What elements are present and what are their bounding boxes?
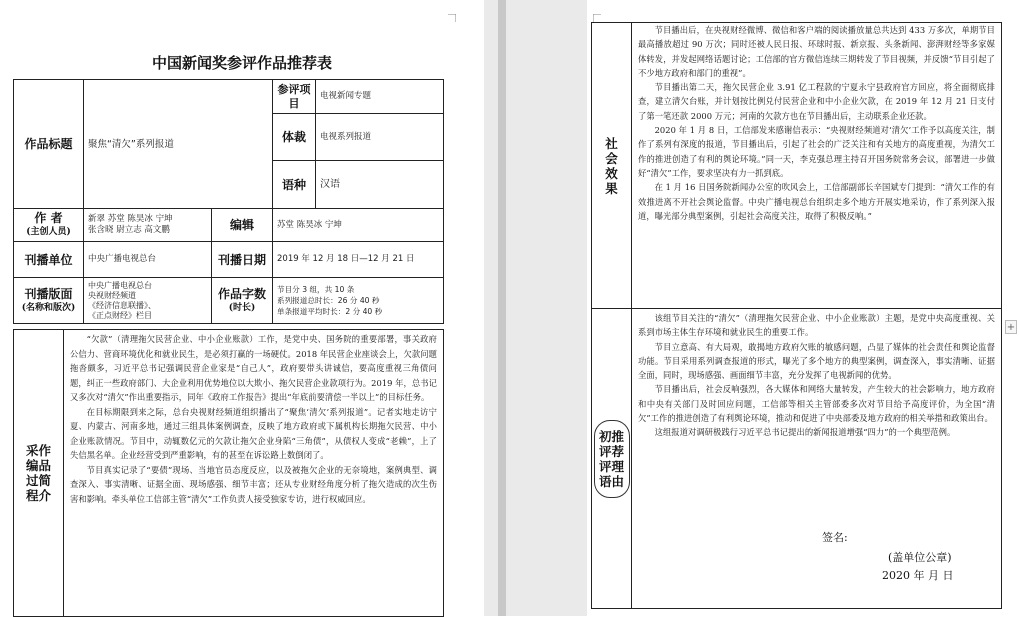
author-label-cell	[14, 209, 84, 242]
process-content	[64, 330, 444, 617]
editor-label: 编辑	[212, 209, 273, 242]
effect-content	[632, 23, 1002, 309]
review-content	[632, 309, 1002, 609]
length-line-1: 节目分 3 组，共 10 条	[277, 285, 355, 294]
length-label-cell	[212, 278, 273, 324]
process-paragraph-1: “欠款”（清理拖欠民营企业、中小企业账款）工作，是党中央、国务院的重要部署，事关政府公信力、营商环境优化和就业民生，是必须打赢的一场硬仗。2018 年民营企业座谈会上，欠款问题拖沓颇多，习近平总书记强调民营企业家是“自己人”，政府要带头讲诚信，要高度重视三角债问题，纠正一些政府部门、大企业利用优势地位以大欺小、拖欠民营企业款项行为。2019 年，总书记又多次对“清欠”作出重要指示，同年《政府工作报告》提出“年底前要清偿一半以上”的目标任务。	[70, 334, 437, 402]
effect-and-review-table	[591, 22, 1002, 609]
length-value	[273, 278, 444, 324]
author-label: 作 者	[34, 211, 63, 225]
length-line-2: 系列报道总时长：26 分 40 秒	[277, 296, 380, 305]
process-paragraph-3: 节目真实记录了“要债”现场、当地官员态度反应，以及被拖欠企业的无奈境地，案例典型、调查深入、事实清晰、证据全面、现场感强、细节丰富；还从专业财经角度分析了拖欠造成的次生伤害和影响。牵头单位工信部主管“清欠”工作负责人接受独家专访，进行权威回应。	[70, 464, 437, 504]
crop-mark-icon	[593, 14, 601, 22]
crop-mark-icon	[448, 14, 456, 22]
process-label-cell	[14, 330, 64, 617]
language-label: 语种	[273, 161, 316, 209]
process-label: 采作编品过简程介	[25, 443, 51, 503]
layout-line-2: 央视财经频道	[88, 290, 136, 300]
work-title-value: 聚焦“清欠”系列报道	[84, 80, 273, 209]
process-section	[13, 329, 444, 617]
length-line-3: 单条报道平均时长：2 分 40 秒	[277, 307, 383, 316]
unit-label: 刊播单位	[14, 242, 84, 278]
author-sub-label: (主创人员)	[26, 227, 71, 237]
review-label: 初推评荐评理语由	[598, 428, 624, 489]
author-value	[84, 209, 212, 242]
unit-value: 中央广播电视总台	[84, 242, 212, 278]
entry-item-label: 参评项目	[273, 80, 316, 114]
layout-line-4: 《正点财经》栏目	[88, 310, 152, 320]
length-label: 作品字数	[217, 286, 266, 301]
signature-label: 签名:	[822, 531, 848, 544]
work-title-label: 作品标题	[14, 80, 84, 209]
author-line-2: 张含晓 尉立志 高文鹏	[88, 225, 170, 235]
effect-paragraph-2: 节目播出第二天，拖欠民营企业 3.91 亿工程款的宁夏永宁县政府官方回应，将全面彻底排查，建立清欠台账，并计划按比例兑付民营企业和中小企业欠款，在 2019 年 12 月 21 日支付了第一笔还款 2000 万元；河南的欠款方也在节目播出后，主动联系企业还款。	[638, 82, 995, 121]
process-paragraph-2: 在目标期限到来之际，总台央视财经频道组织播出了“聚焦‘清欠’系列报道”。记者实地走访宁夏、内蒙古、河南多地，通过三组具体案例调查，反映了地方政府或下属机构长期拖欠民营、中小企业账款情况。节目中，动辄数亿元的欠款让拖欠企业身陷“三角债”，从债权人变成“老赖”，上了失信黑名单。企业经营受到严重影响，有的甚至在诉讼路上数倒闭了。	[70, 406, 437, 460]
author-line-1: 新翠 苏堂 陈昊冰 宁坤	[88, 214, 173, 224]
page-gap	[484, 0, 587, 616]
seal-label: (盖单位公章)	[888, 551, 952, 564]
date-line: 2020 年 月 日	[882, 569, 954, 582]
layout-value	[84, 278, 212, 324]
document-title: 中国新闻奖参评作品推荐表	[151, 54, 332, 72]
review-paragraph-2: 节目立意高、有大局观，敢揭地方政府欠账的敏感问题，凸显了媒体的社会责任和舆论监督功能。节目采用系列调查报道的形式，曝光了多个地方的典型案例，调查深入，事实清晰、证据全面，同时，现场感强、画面细节丰富，充分发挥了电视新闻的优势。	[638, 341, 995, 381]
expand-panel-button[interactable]: +	[1006, 322, 1016, 333]
review-label-cell	[592, 309, 632, 609]
date-label: 刊播日期	[212, 242, 273, 278]
review-paragraph-3: 节目播出后，社会反响强烈，各大媒体和网络大量转发，产生较大的社会影响力，地方政府和中央有关部门及时回应问题，工信部等相关主管部委多次对节目给予高度评价，为全国“清欠”工作的推进创造了有利舆论环境，推动和促进了中央部委及地方政府的相关举措和政策出台。	[638, 384, 995, 424]
review-label-frame	[594, 420, 630, 498]
layout-sub-label: (名称和版次)	[21, 302, 76, 313]
recommendation-form-table	[13, 79, 444, 324]
date-value: 2019 年 12 月 18 日—12 月 21 日	[273, 242, 444, 278]
layout-label-cell	[14, 278, 84, 324]
genre-value: 电视系列报道	[316, 114, 444, 161]
genre-label: 体裁	[273, 114, 316, 161]
effect-paragraph-3: 2020 年 1 月 8 日，工信部发来感谢信表示：“央视财经频道对‘清欠’工作予以高度关注，制作了系列有深度的报道，节目播出后，引起了社会的广泛关注和有关地方的高度重视，为清欠工作的推进创造了有利的舆论环境。”同一天，李克强总理主持召开国务院常务会议，部署进一步做好“清欠”工作，要求坚决有力一抓到底。	[638, 125, 995, 178]
vertical-scrollbar[interactable]	[498, 0, 506, 616]
language-value: 汉语	[316, 161, 444, 209]
effect-paragraph-4: 在 1 月 16 日国务院新闻办公室的吹风会上，工信部副部长辛国斌专门提到：“清欠工作的有效推进离不开社会舆论监督。中央广播电视总台组织走多个地方开展实地采访，作了系列深入报道，曝光部分典型案例，引起社会高度关注，取得了积极反响。”	[638, 182, 995, 221]
review-paragraph-4: 这组报道对调研极践行习近平总书记提出的新闻报道增强“四力”的一个典型范例。	[654, 427, 956, 438]
editor-value: 苏堂 陈昊冰 宁坤	[273, 209, 444, 242]
review-paragraph-1: 该组节目关注的“清欠”（清理拖欠民营企业、中小企业账款）主题，是党中央高度重视、关系到市场主体生存环境和就业民生的重要工作。	[638, 313, 995, 338]
page-1	[0, 0, 484, 616]
length-sub-label: (时长)	[228, 302, 256, 313]
effect-label-cell	[592, 23, 632, 309]
layout-line-3: 《经济信息联播》、	[88, 300, 156, 310]
layout-line-1: 中央广播电视总台	[88, 280, 152, 290]
effect-label: 社会效果	[605, 135, 618, 196]
effect-paragraph-1: 节目播出后，在央视财经微博、微信和客户端的阅读播放量总共达到 433 万多次，单期节目最高播放超过 90 万次；同时还被人民日报、环球时报、新京报、头条新闻、澎湃财经等多家媒体转发，并发起网络话题讨论；工信部的官方微信连续三期转发了节目视频，并反馈“节目引起了不少地方政府和部门的重视”。	[638, 25, 995, 78]
page-2	[587, 0, 1019, 616]
layout-label: 刊播版面	[24, 286, 73, 301]
entry-item-value: 电视新闻专题	[316, 80, 444, 114]
